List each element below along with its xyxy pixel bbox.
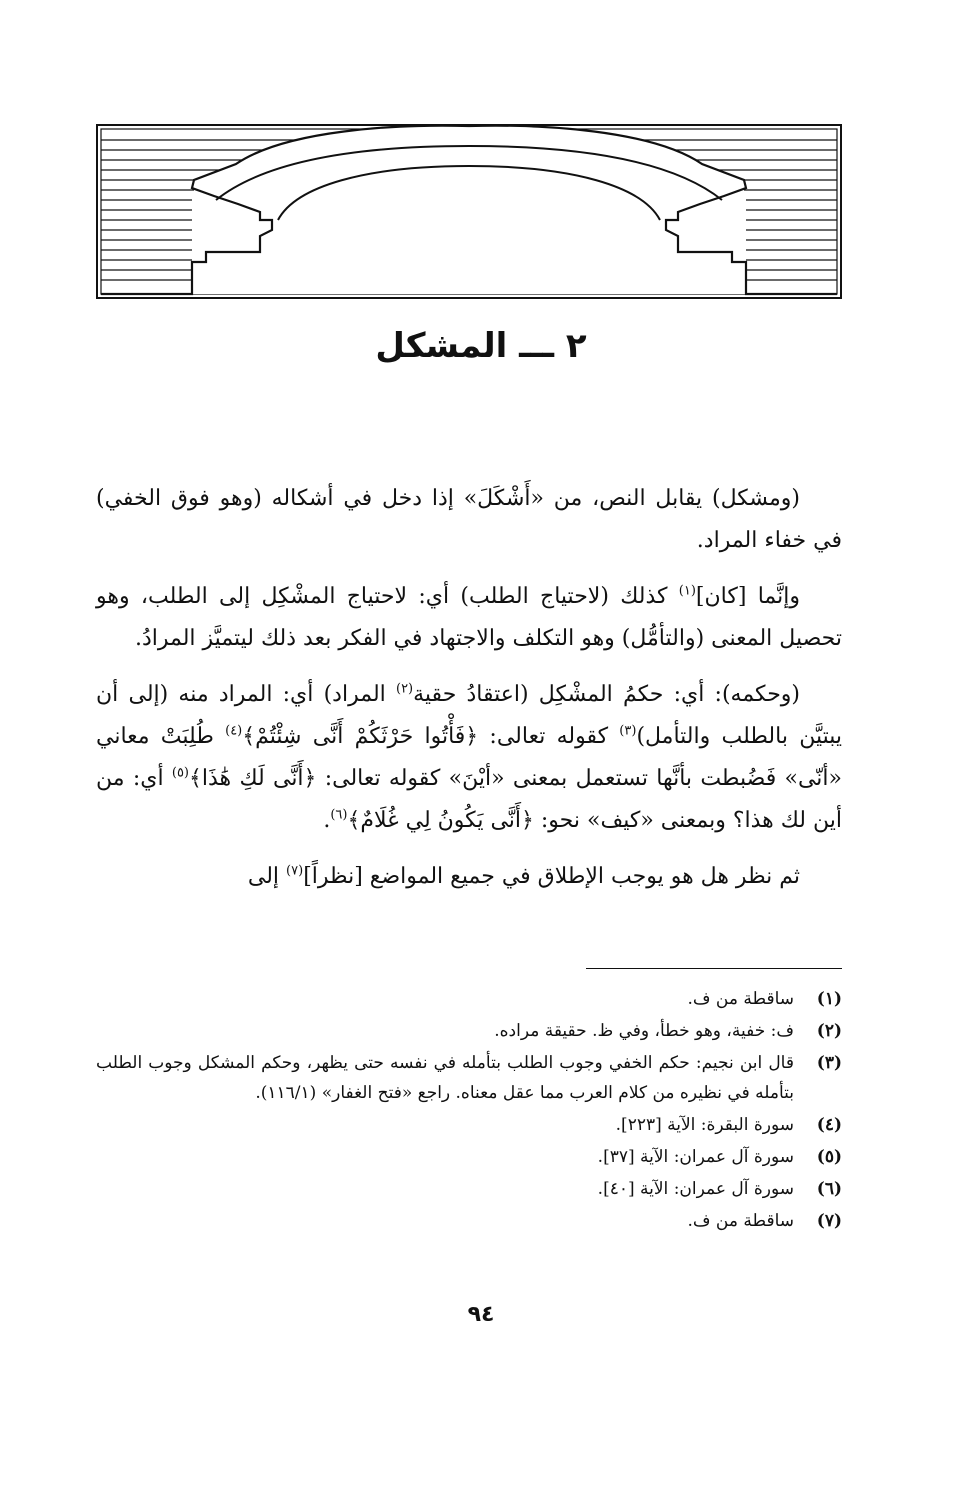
body-paragraph [96, 576, 842, 660]
text-segment: . [323, 808, 331, 833]
footnote-text: ساقطة من ف. [687, 1211, 794, 1231]
footnote [96, 984, 842, 1014]
footnote-reference: (٥) [171, 765, 189, 781]
text-segment: كذلك (لاحتياج الطلب) أي: لاحتياج المشْكِل إلى الطلب، وهو تحصيل المعنى (والتأمُّل) وهو التكلف والاجتهاد في الفكر بعد ذلك ليتميَّز المرادُ. [96, 584, 842, 651]
text-segment: (وحكمه): أي: حكمُ المشْكِل (اعتقادُ حقية [413, 682, 800, 707]
text-segment: طُلِبَتْ معاني «أنّى» فَضُبطت بأنَّها تستعمل بمعنى «أيْنَ» كقوله تعالى: ﴿أَنَّى لَكِ هَٰذَا﴾ [96, 724, 842, 791]
footnote [96, 1110, 842, 1140]
footnote-number: (٢) [816, 1021, 842, 1041]
footnote-number: (٣) [816, 1053, 842, 1073]
text-segment: وإنَّما [كان] [695, 584, 800, 609]
text-segment: (ومشكل) يقابل النص، من «أَشْكَلَ» إذا دخل في أشكاله (وهو فوق الخفي) في خفاء المراد. [96, 486, 842, 553]
page-number: ٩٤ [467, 1302, 495, 1327]
body-paragraph [96, 856, 842, 898]
footnote-number: (١) [816, 989, 842, 1009]
text-segment: كقوله تعالى: ﴿فَأْتُوا حَرْثَكُمْ أَنَّى شِئْتُمْ﴾ [242, 724, 620, 749]
footnote [96, 1016, 842, 1046]
footnote-reference: (١) [678, 583, 696, 599]
footnote-text: سورة آل عمران: الآية [٤٠]. [597, 1179, 794, 1199]
footnote-reference: (٢) [395, 681, 414, 697]
footnote-separator [586, 968, 842, 969]
chapter-title: ٢ ـــ المشكل [375, 326, 587, 366]
footnote-reference: (٣) [619, 723, 637, 739]
footnote-reference: (٧) [286, 863, 304, 879]
footnote [96, 1142, 842, 1172]
footnote-reference: (٦) [330, 807, 348, 823]
text-segment: المراد) أي: المراد منه (إلى أن يبتيَّن بالطلب والتأمل) [96, 682, 842, 749]
text-segment: ثم نظر هل هو يوجب الإطلاق في جميع المواضع [نظراً] [303, 864, 800, 889]
text-segment: أي: من أين لك هذا؟ وبمعنى «كيف» نحو: ﴿أَنَّى يَكُونُ لِي غُلَامٌ﴾ [96, 766, 842, 833]
footnote [96, 1174, 842, 1204]
body-paragraph [96, 674, 842, 842]
footnote-number: (٤) [816, 1115, 842, 1135]
footnote-text: ساقطة من ف. [687, 989, 794, 1009]
footnote-text: قال ابن نجيم: حكم الخفي وجوب الطلب بتأمله في نفسه حتى يظهر، وحكم المشكل وجوب الطلب بتأمله في نظيره من كلام العرب مما عقل معناه. راجع «فتح الغفار» (١١٦/١). [96, 1053, 794, 1103]
footnotes [96, 984, 842, 1238]
chapter-header-ornament [96, 124, 842, 299]
footnote-number: (٧) [816, 1211, 842, 1231]
footnote-text: سورة البقرة: الآية [٢٢٣]. [615, 1115, 794, 1135]
body-text [96, 478, 842, 912]
body-paragraph [96, 478, 842, 562]
footnote [96, 1206, 842, 1236]
footnote-text: سورة آل عمران: الآية [٣٧]. [597, 1147, 794, 1167]
footnote-text: ف: خفية، وهو خطأ، وفي ظ. حقيقة مراده. [494, 1021, 794, 1041]
footnote-number: (٦) [816, 1179, 842, 1199]
text-segment: إلى [247, 864, 287, 889]
footnote-number: (٥) [816, 1147, 842, 1167]
footnote [96, 1048, 842, 1108]
footnote-reference: (٤) [225, 723, 243, 739]
